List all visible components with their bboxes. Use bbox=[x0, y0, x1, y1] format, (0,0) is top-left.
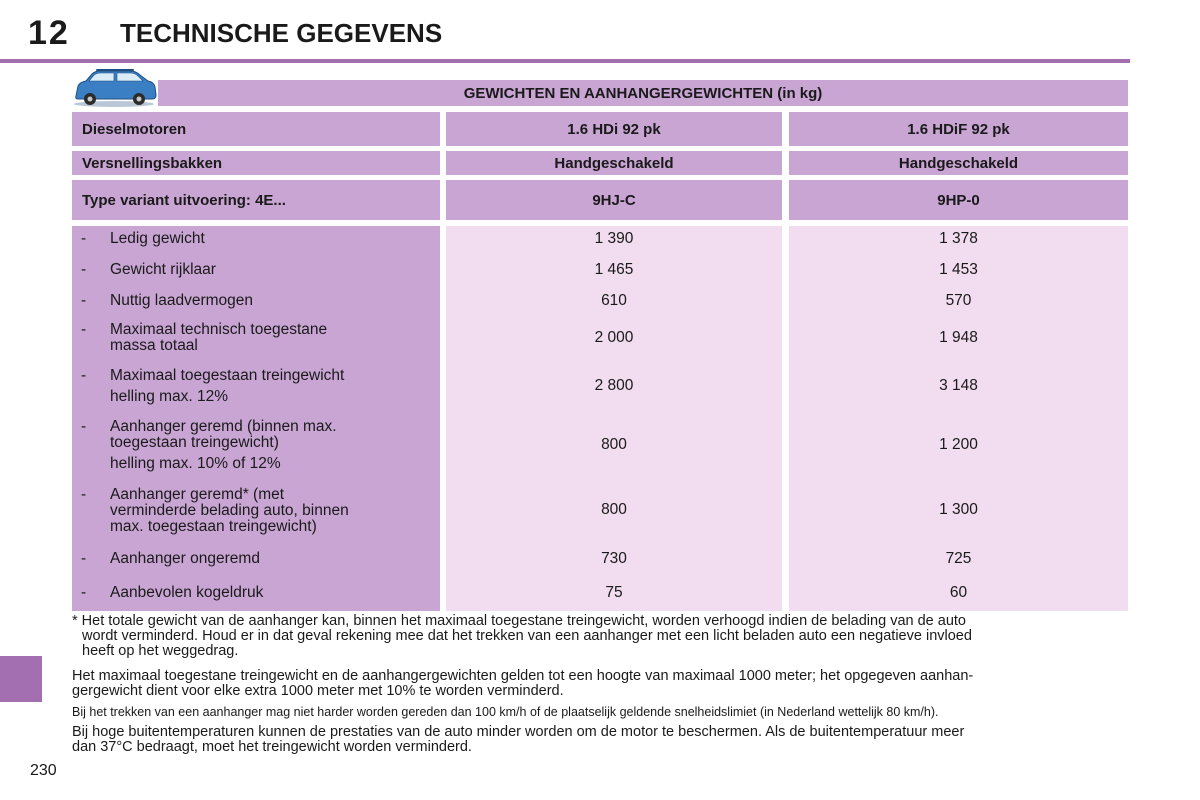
table-cell: 1 465 bbox=[594, 261, 634, 278]
car-icon bbox=[70, 68, 158, 108]
table-cell: 2 800 bbox=[594, 377, 634, 394]
chapter-number: 12 bbox=[28, 14, 70, 52]
altitude-note: Het maximaal toegestane treingewicht en de aanhangergewichten gelden tot een hoogte van maximaal 1000 meter; het opgegeven aanhan- gergewicht dient voor elke extra 1000 meter met 10% te worden verminderd. bbox=[72, 668, 974, 699]
variant-col1: 9HJ-C bbox=[446, 180, 782, 220]
table-cell: 1 300 bbox=[939, 501, 978, 518]
table-cell: 1 453 bbox=[939, 261, 978, 278]
variant-col2: 9HP-0 bbox=[789, 180, 1128, 220]
table-cell: 570 bbox=[945, 292, 972, 309]
table-cell: 75 bbox=[605, 584, 623, 601]
engine-col2: 1.6 HDiF 92 pk bbox=[789, 112, 1128, 146]
table-cell: 800 bbox=[601, 501, 627, 518]
table-cell: 610 bbox=[601, 292, 627, 309]
page-title: TECHNISCHE GEGEVENS bbox=[120, 18, 443, 48]
variant-label: Type variant uitvoering: 4E... bbox=[72, 180, 440, 220]
notes bbox=[72, 614, 1130, 755]
engine-col1: 1.6 HDi 92 pk bbox=[446, 112, 782, 146]
speed-note: Bij het trekken van een aanhanger mag niet harder worden gereden dan 100 km/h of de plaatselijk geldende snelheidslimiet (in Nederland wettelijk 80 km/h). bbox=[72, 705, 939, 719]
footnote: * Het totale gewicht van de aanhanger kan, binnen het maximaal toegestane treingewicht, worden verhoogd indien de belading van de auto wordt verminderd. Houd er in dat geval rekening mee dat het trekken van een aanhanger met een licht beladen auto een negatieve invloed heeft op het weggedrag. bbox=[72, 613, 972, 659]
gearbox-label: Versnellingsbakken bbox=[72, 151, 440, 175]
table-cell: 725 bbox=[945, 550, 972, 567]
table-cell: 730 bbox=[601, 550, 627, 567]
header-rule bbox=[0, 59, 1130, 63]
gearbox-col2: Handgeschakeld bbox=[789, 151, 1128, 175]
temperature-note: Bij hoge buitentemperaturen kunnen de prestaties van de auto minder worden om de motor te beschermen. Als de buitentemperatuur meer dan 37°C bedraagt, moet het treingewicht worden verminderd. bbox=[72, 724, 965, 755]
table-cell: 2 000 bbox=[594, 329, 634, 346]
table-cell: 1 200 bbox=[939, 436, 978, 453]
table-cell: 1 378 bbox=[939, 230, 978, 247]
engine-label: Dieselmotoren bbox=[72, 112, 440, 146]
table-cell: 1 390 bbox=[594, 230, 634, 247]
gearbox-col1: Handgeschakeld bbox=[446, 151, 782, 175]
table-cell: 3 148 bbox=[939, 377, 978, 394]
page-number: 230 bbox=[30, 762, 57, 779]
table-cell: 1 948 bbox=[939, 329, 978, 346]
table-cell: 800 bbox=[601, 436, 627, 453]
table-cell: 60 bbox=[949, 584, 968, 601]
table-title: GEWICHTEN EN AANHANGERGEWICHTEN (in kg) bbox=[158, 80, 1128, 106]
chapter-side-tab bbox=[0, 656, 42, 702]
